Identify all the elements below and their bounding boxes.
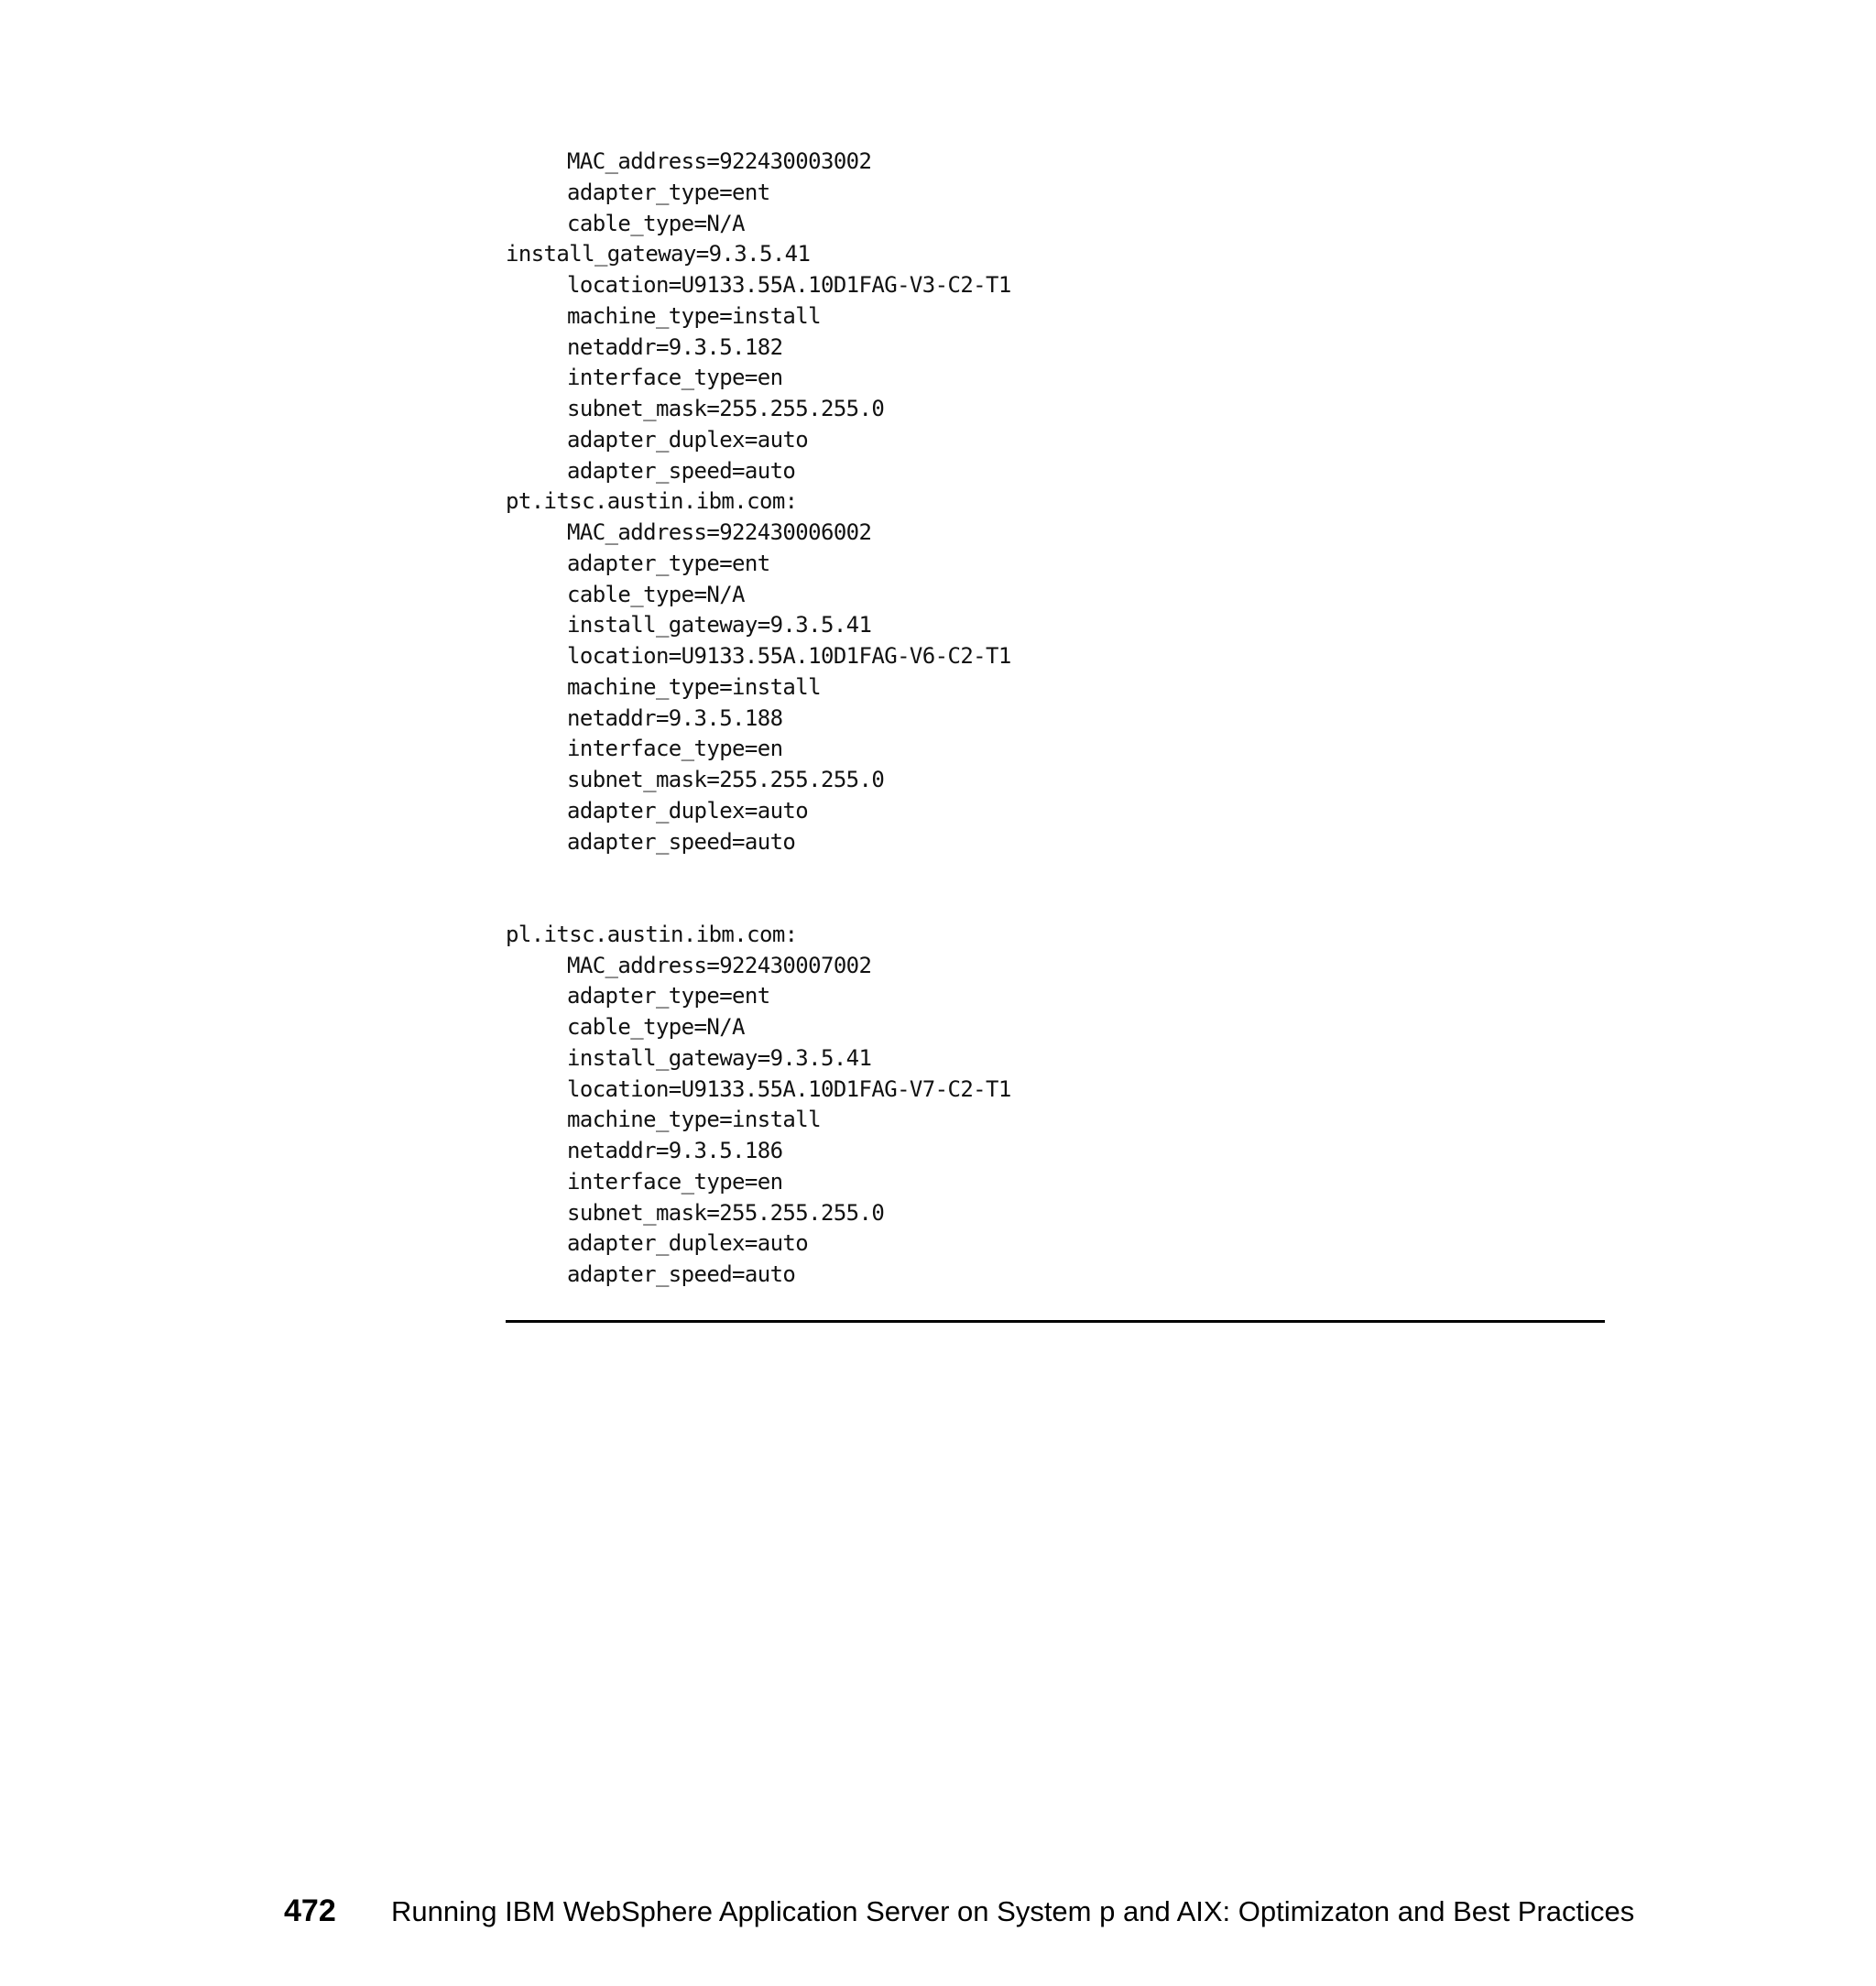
page-number: 472	[284, 1893, 336, 1928]
code-line: cable_type=N/A	[567, 1014, 745, 1040]
code-listing	[506, 147, 1605, 1291]
code-line: cable_type=N/A	[567, 581, 745, 607]
code-line: adapter_duplex=auto	[567, 426, 809, 453]
section-divider	[506, 1320, 1605, 1323]
code-line: netaddr=9.3.5.182	[567, 333, 783, 360]
code-line: location=U9133.55A.10D1FAG-V6-C2-T1	[567, 643, 1011, 669]
code-line: subnet_mask=255.255.255.0	[567, 1199, 885, 1226]
code-line: MAC_address=922430006002	[567, 519, 872, 545]
code-line: adapter_duplex=auto	[567, 797, 809, 824]
code-line: install_gateway=9.3.5.41	[506, 241, 811, 267]
page-footer	[284, 1889, 1634, 1933]
code-line: MAC_address=922430007002	[567, 952, 872, 978]
code-line: location=U9133.55A.10D1FAG-V3-C2-T1	[567, 272, 1011, 298]
code-line: interface_type=en	[567, 365, 783, 391]
code-line: pt.itsc.austin.ibm.com:	[506, 488, 798, 515]
code-line: adapter_type=ent	[567, 983, 770, 1009]
code-line: adapter_type=ent	[567, 179, 770, 205]
code-line: interface_type=en	[567, 736, 783, 762]
code-line: MAC_address=922430003002	[567, 148, 872, 174]
code-line: subnet_mask=255.255.255.0	[567, 396, 885, 421]
book-title: Running IBM WebSphere Application Server on System p and AIX: Optimizaton and Best Practices	[391, 1895, 1635, 1927]
code-line: machine_type=install	[567, 302, 821, 329]
code-line: adapter_speed=auto	[567, 828, 796, 855]
code-line: netaddr=9.3.5.188	[567, 704, 783, 731]
code-line: adapter_duplex=auto	[567, 1230, 809, 1257]
code-line: adapter_type=ent	[567, 550, 770, 576]
code-line: subnet_mask=255.255.255.0	[567, 767, 885, 792]
code-line: machine_type=install	[567, 673, 821, 700]
code-line: netaddr=9.3.5.186	[567, 1138, 783, 1163]
code-line: install_gateway=9.3.5.41	[567, 1044, 872, 1071]
code-line: adapter_speed=auto	[567, 457, 796, 484]
code-line: pl.itsc.austin.ibm.com:	[506, 921, 798, 947]
code-line: machine_type=install	[567, 1107, 821, 1133]
code-line: interface_type=en	[567, 1168, 783, 1195]
code-line: cable_type=N/A	[567, 210, 745, 236]
code-line: install_gateway=9.3.5.41	[567, 612, 872, 638]
blank-line	[506, 857, 1605, 920]
code-line: adapter_speed=auto	[567, 1261, 796, 1287]
code-line: location=U9133.55A.10D1FAG-V7-C2-T1	[567, 1075, 1011, 1102]
